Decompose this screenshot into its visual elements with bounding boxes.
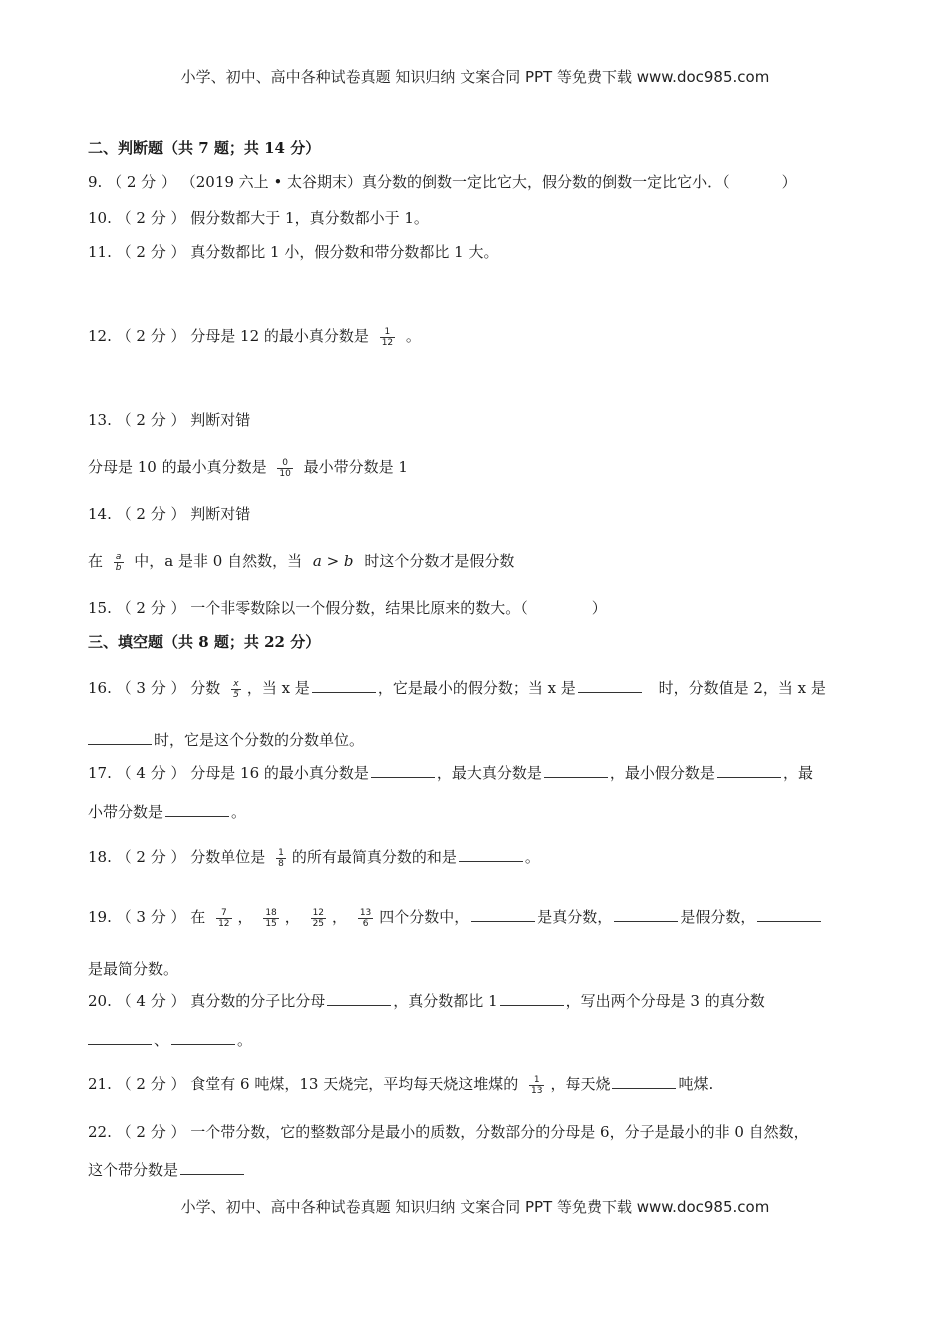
fraction: $\frac{1}{12}$ <box>381 326 394 348</box>
q-close: ） <box>591 599 607 617</box>
q-text: 判断对错 <box>190 505 251 523</box>
fraction: $\frac{1}{13}$ <box>531 1074 543 1096</box>
q-number: 14. <box>88 505 112 523</box>
question-11 <box>88 242 498 262</box>
question-22: 22. （ 2 分 ） 一个带分数，它的整数部分是最小的质数，分数部分的分母是 6，分子是最小的非 0 自然数， <box>88 1123 809 1141</box>
answer-blank[interactable] <box>757 907 821 922</box>
q-score: （ 2 分 ） <box>116 327 186 345</box>
inequality: a > b <box>312 552 354 570</box>
question-21: 21. （ 2 分 ） 食堂有 6 吨煤，13 天烧完，平均每天烧这堆煤的 $\frac{1}{13}$ ，每天烧 吨煤. <box>88 1074 714 1096</box>
answer-blank[interactable] <box>578 678 642 693</box>
question-22-cont: 这个带分数是 <box>88 1160 246 1180</box>
q-number: 16. <box>88 679 112 697</box>
q-score: （ 2 分 ） <box>116 243 186 261</box>
fraction: $\frac{x}{5}$ <box>233 678 239 700</box>
answer-blank[interactable] <box>327 991 391 1006</box>
answer-blank[interactable] <box>614 907 678 922</box>
q-number: 18. <box>88 848 112 866</box>
question-15 <box>88 598 607 618</box>
answer-blank[interactable] <box>88 1030 152 1045</box>
answer-blank[interactable] <box>165 802 229 817</box>
question-16: 16. （ 3 分 ） 分数 $\frac{x}{5}$ ，当 x 是 ，它是最小的假分数；当 x 是 时，分数值是 2，当 x 是 <box>88 678 826 700</box>
q-text: 分母是 12 的最小真分数是 <box>190 327 369 345</box>
answer-blank[interactable] <box>717 763 781 778</box>
question-12: 12. （ 2 分 ） 分母是 12 的最小真分数是 $\frac{1}{12}$ 。 <box>88 326 421 348</box>
answer-blank[interactable] <box>612 1074 676 1089</box>
q-number: 15. <box>88 599 112 617</box>
fraction: $\frac{a}{b}$ <box>115 551 122 573</box>
q-text: 判断对错 <box>190 411 251 429</box>
page-footer: 小学、初中、高中各种试卷真题 知识归纳 文案合同 PPT 等免费下载 www.doc985.com <box>180 1198 770 1216</box>
fraction: $\frac{1}{8}$ <box>278 847 284 869</box>
q-score: （ 3 分 ） <box>116 908 186 926</box>
answer-blank[interactable] <box>180 1160 244 1175</box>
q-score: （ 4 分 ） <box>116 992 186 1010</box>
answer-blank[interactable] <box>500 991 564 1006</box>
q-text: 一个非零数除以一个假分数，结果比原来的数大。（ <box>190 599 528 617</box>
question-17: 17. （ 4 分 ） 分母是 16 的最小真分数是 ，最大真分数是 ，最小假分数是 ，最 <box>88 764 813 782</box>
q-score: （ 2 分 ） <box>116 411 186 429</box>
q-score: （ 2 分 ） <box>116 848 186 866</box>
q-number: 13. <box>88 411 112 429</box>
q-score: （ 2 分 ） <box>116 599 186 617</box>
q-number: 20. <box>88 992 112 1010</box>
q-number: 10. <box>88 209 112 227</box>
answer-blank[interactable] <box>544 763 608 778</box>
q-score: （ 2 分 ） <box>116 1123 186 1141</box>
question-19: 19. （ 3 分 ） 在 $\frac{7}{12}$ ， $\frac{18}{15}$ ， $\frac{12}{25}$ ， $\frac{13}{6}$ 四个分数中， 是真分数， 是假分数， <box>88 907 823 929</box>
answer-blank[interactable] <box>312 678 376 693</box>
answer-blank[interactable] <box>471 907 535 922</box>
q-number: 9. <box>88 173 103 191</box>
answer-blank[interactable] <box>371 763 435 778</box>
q-number: 22. <box>88 1123 112 1141</box>
question-9 <box>88 172 797 192</box>
question-17-cont: 小带分数是 。 <box>88 803 247 821</box>
question-10 <box>88 208 429 228</box>
q-number: 21. <box>88 1075 112 1093</box>
question-14 <box>88 504 250 524</box>
section-title-judgment: 二、判断题（共 7 题；共 14 分） <box>88 139 321 157</box>
fraction: $\frac{13}{6}$ <box>359 907 372 929</box>
answer-blank[interactable] <box>459 847 523 862</box>
question-18: 18. （ 2 分 ） 分数单位是 $\frac{1}{8}$ 的所有最简真分数的和是 。 <box>88 847 540 869</box>
question-13 <box>88 410 250 430</box>
q-number: 17. <box>88 764 112 782</box>
q-score: （ 2 分 ） <box>116 209 186 227</box>
q-number: 12. <box>88 327 112 345</box>
q-close: ） <box>781 173 797 191</box>
page-header: 小学、初中、高中各种试卷真题 知识归纳 文案合同 PPT 等免费下载 www.doc985.com <box>180 68 770 86</box>
answer-blank[interactable] <box>88 730 152 745</box>
q-text: 真分数都比 1 小，假分数和带分数都比 1 大。 <box>190 243 499 261</box>
question-14-statement: 在 $\frac{a}{b}$ 中，a 是非 0 自然数，当 a > b 时这个分数才是假分数 <box>88 551 515 573</box>
q-score: （ 4 分 ） <box>116 764 186 782</box>
fraction: $\frac{0}{10}$ <box>279 457 291 479</box>
q-number: 11. <box>88 243 112 261</box>
question-20: 20. （ 4 分 ） 真分数的分子比分母 ，真分数都比 1 ，写出两个分母是 3 的真分数 <box>88 992 765 1010</box>
question-20-cont: 、 。 <box>88 1030 252 1050</box>
q-score: （ 2 分 ） <box>116 1075 186 1093</box>
question-13-statement: 分母是 10 的最小真分数是 $\frac{0}{10}$ 最小带分数是 1 <box>88 457 408 479</box>
question-16-cont: 时，它是这个分数的分数单位。 <box>88 730 364 750</box>
section-title-fill: 三、填空题（共 8 题；共 22 分） <box>88 633 321 651</box>
fraction: $\frac{18}{15}$ <box>265 907 277 929</box>
q-text: 假分数都大于 1，真分数都小于 1。 <box>190 209 429 227</box>
q-number: 19. <box>88 908 112 926</box>
fraction: $\frac{7}{12}$ <box>218 907 230 929</box>
fraction: $\frac{12}{25}$ <box>312 907 325 929</box>
answer-blank[interactable] <box>171 1030 235 1045</box>
q-text: （2019 六上 • 太谷期末）真分数的倒数一定比它大，假分数的倒数一定比它小．（ <box>180 173 730 191</box>
question-19-cont: 是最简分数。 <box>88 960 179 978</box>
q-score: （ 2 分 ） <box>116 505 186 523</box>
q-score: （ 2 分 ） <box>107 173 176 191</box>
q-score: （ 3 分 ） <box>116 679 186 697</box>
